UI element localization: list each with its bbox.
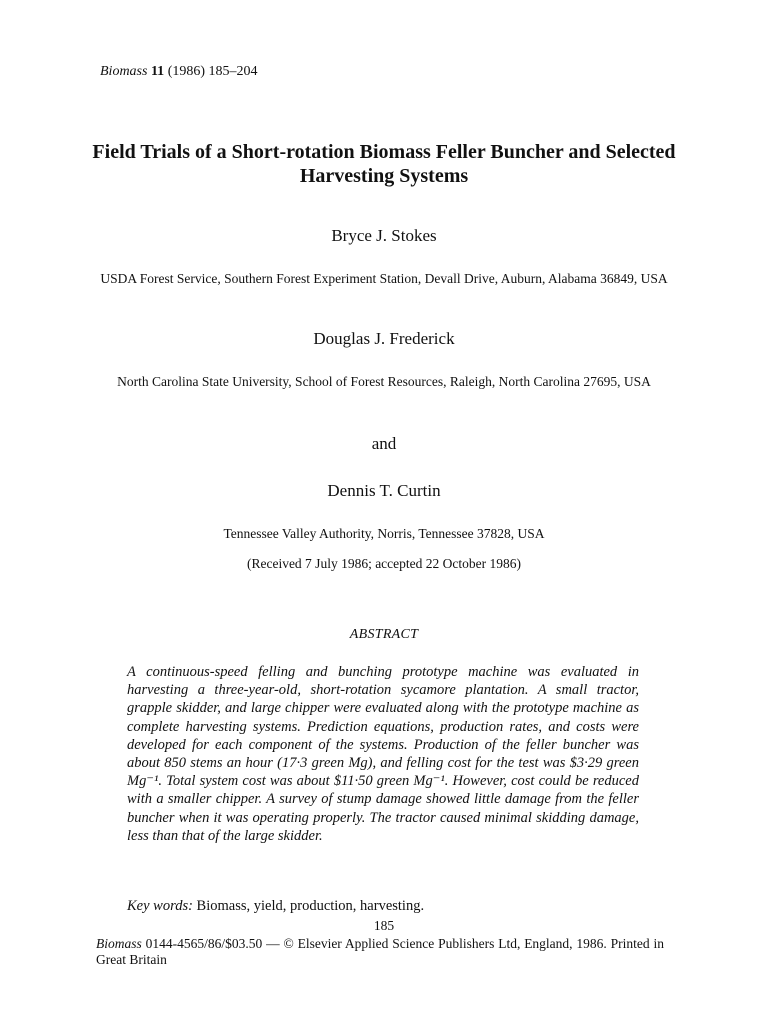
keywords [127, 898, 424, 915]
author-affiliation: Tennessee Valley Authority, Norris, Tennessee 37828, USA [223, 526, 545, 541]
author-name: Douglas J. Frederick [313, 329, 455, 348]
journal-name: Biomass [100, 64, 148, 79]
abstract-text: A continuous-speed felling and bunching prototype machine was evaluated in harvesting a three-year-old, short-rotation sycamore plantation. A small tractor, grapple skidder, and large chipper were evaluated along with the prototype machine as complete harvesting systems. Prediction equations, production rates, and costs were developed for each component of the systems. Production of the feller buncher was about 850 stems an hour (17·3 green Mg), and felling cost for the test was $3·29 green Mg⁻¹. Total system cost was about $11·50 green Mg⁻¹. However, cost could be reduced with a smaller chipper. A survey of stump damage showed little damage from the feller buncher when it was operating properly. The tractor caused minimal skidding damage, less than that of the large skidder. [127, 664, 639, 844]
journal-year-pages: (1986) 185–204 [167, 64, 258, 79]
keywords-text: Biomass, yield, production, harvesting. [196, 898, 425, 914]
author-affiliation: USDA Forest Service, Southern Forest Experiment Station, Devall Drive, Auburn, Alabama 36849, USA [100, 271, 668, 286]
footer-journal: Biomass [96, 936, 142, 951]
paper-title: Field Trials of a Short-rotation Biomass Feller Buncher and Selected Harvesting Systems [92, 141, 676, 187]
author-affiliation: North Carolina State University, School of Forest Resources, Raleigh, North Carolina 27695, USA [117, 374, 651, 389]
copyright-footer [96, 936, 664, 968]
abstract-heading: ABSTRACT [349, 627, 419, 642]
page-number: 185 [373, 918, 395, 933]
footer-text: 0144-4565/86/$03.50 — © Elsevier Applied Science Publishers Ltd, England, 1986. Printed in Great Britain [96, 936, 664, 967]
journal-volume: 11 [150, 64, 165, 79]
author-conjunction: and [371, 434, 397, 453]
author-name: Bryce J. Stokes [331, 226, 437, 245]
keywords-label: Key words: [127, 898, 193, 914]
running-head [100, 64, 258, 80]
received-dates: (Received 7 July 1986; accepted 22 October 1986) [246, 556, 522, 571]
author-name: Dennis T. Curtin [327, 481, 441, 500]
